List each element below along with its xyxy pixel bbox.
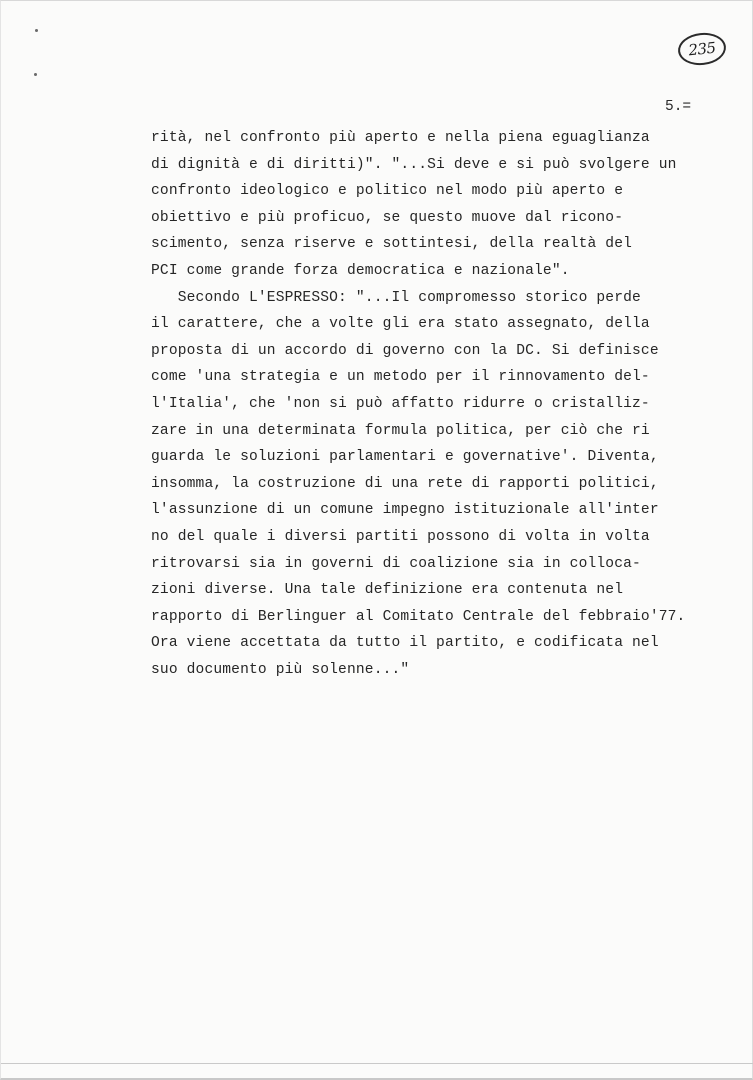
text-line: ritrovarsi sia in governi di coalizione sia in colloca- [151, 555, 641, 572]
text-line: no del quale i diversi partiti possono di volta in volta [151, 528, 650, 545]
text-line: obiettivo e più proficuo, se questo muove dal ricono- [151, 209, 624, 226]
typewritten-body [151, 125, 726, 683]
page-number: 5.= [665, 99, 692, 115]
text-line: zioni diverse. Una tale definizione era contenuta nel [151, 582, 624, 599]
text-line: scimento, senza riserve e sottintesi, della realtà del [151, 236, 633, 253]
text-line: come 'una strategia e un metodo per il rinnovamento del- [151, 369, 650, 386]
stamp-number: 235 [687, 38, 717, 60]
text-line: l'assunzione di un comune impegno istituzionale all'inter [151, 502, 659, 519]
text-line: rità, nel confronto più aperto e nella piena eguaglianza [151, 130, 650, 146]
scan-edge-line [1, 1063, 753, 1064]
text-line: insomma, la costruzione di una rete di rapporti politici, [151, 475, 659, 492]
text-line: guarda le soluzioni parlamentari e governative'. Diventa, [151, 449, 659, 466]
text-line: di dignità e di diritti)". "...Si deve e si può svolgere un [151, 156, 677, 173]
text-line: suo documento più solenne..." [151, 661, 410, 678]
archive-stamp [676, 31, 727, 68]
scan-speck [35, 29, 38, 32]
text-line: PCI come grande forza democratica e nazionale". [151, 262, 570, 279]
text-line: confronto ideologico e politico nel modo più aperto e [151, 183, 624, 200]
text-line: zare in una determinata formula politica, per ciò che ri [151, 422, 650, 439]
text-line: rapporto di Berlinguer al Comitato Centrale del febbraio'77. [151, 608, 686, 625]
text-line: Secondo L'ESPRESSO: "...Il compromesso storico perde [151, 289, 641, 306]
text-line: Ora viene accettata da tutto il partito, e codificata nel [151, 635, 659, 652]
text-line: il carattere, che a volte gli era stato assegnato, della [151, 316, 650, 333]
scan-speck [34, 73, 37, 76]
text-line: l'Italia', che 'non si può affatto ridurre o cristalliz- [151, 395, 650, 412]
text-line: proposta di un accordo di governo con la DC. Si definisce [151, 342, 659, 359]
